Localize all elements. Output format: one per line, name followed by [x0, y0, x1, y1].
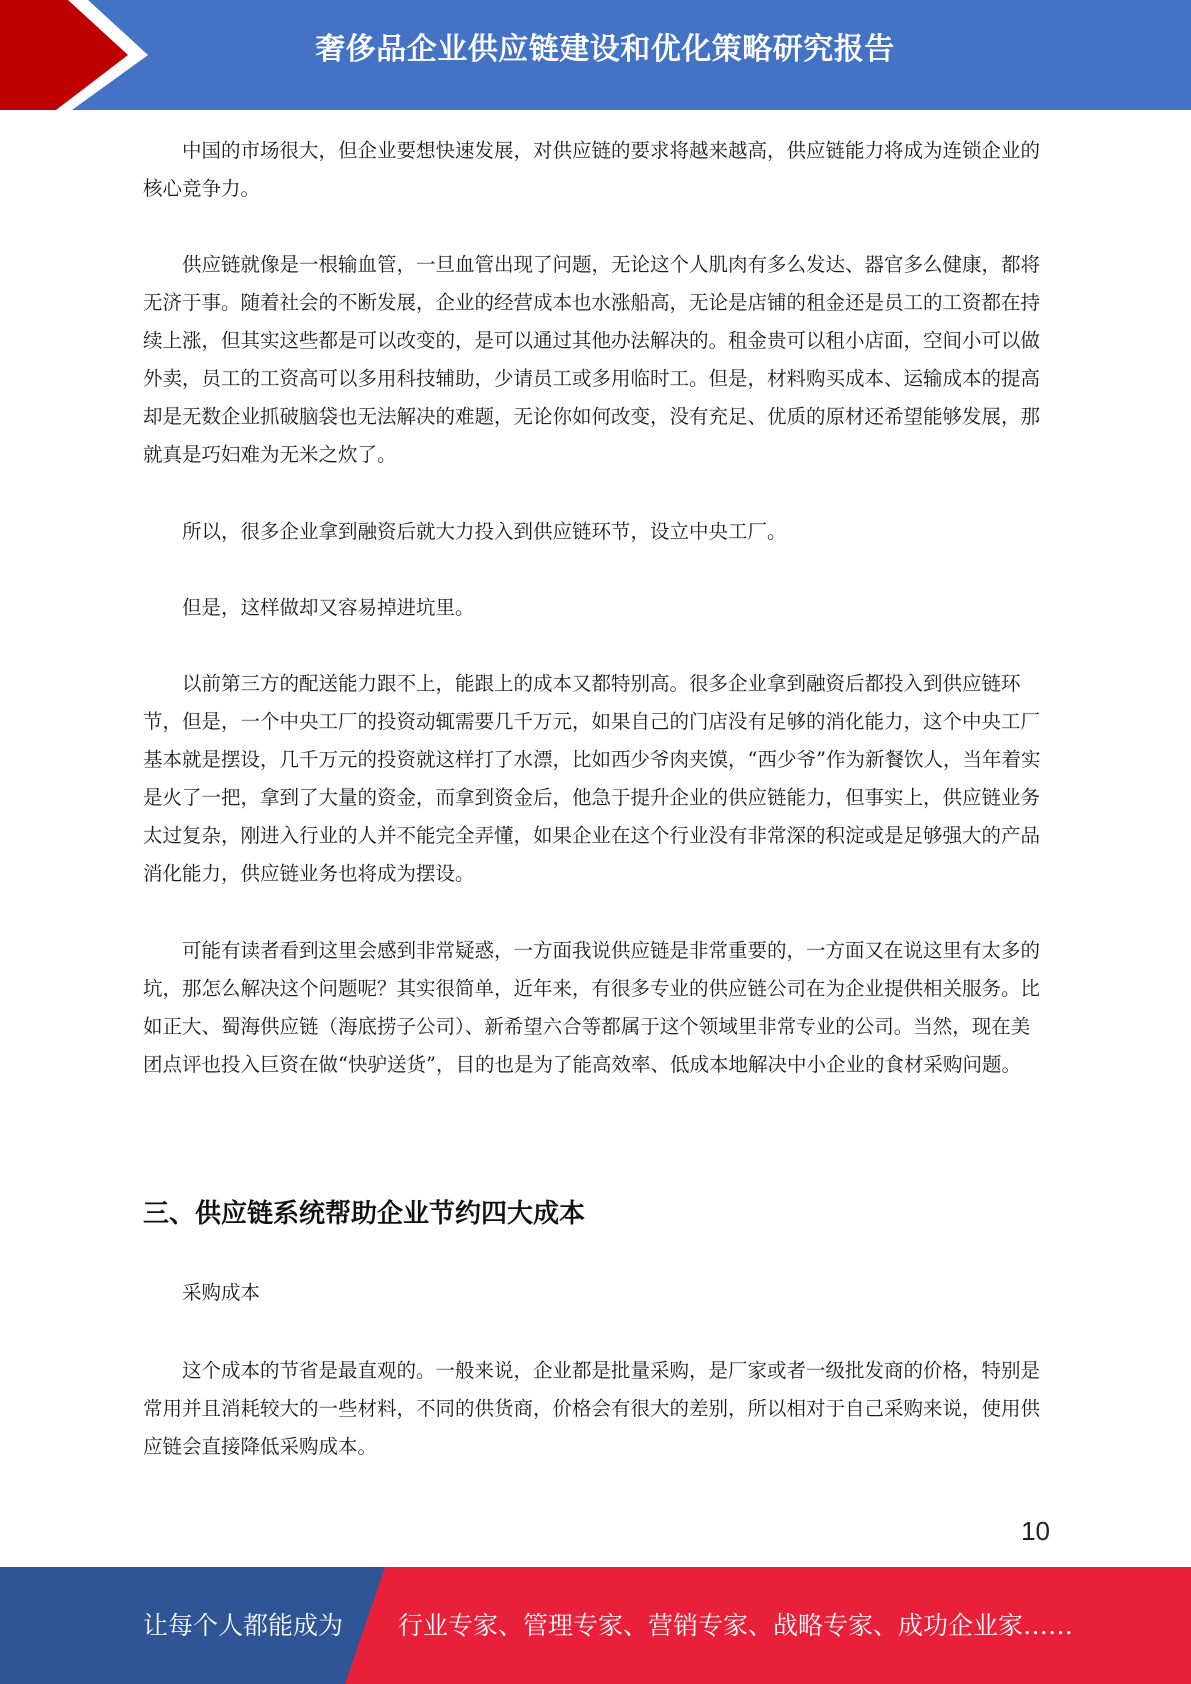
- page-number: 10: [1021, 1516, 1050, 1546]
- paragraph-4: 但是，这样做却又容易掉进坑里。: [182, 596, 475, 619]
- footer-slogan-left: 让每个人都能成为: [143, 1611, 344, 1640]
- paragraph-6: 可能有读者看到这里会感到非常疑惑，一方面我说供应链是非常重要的，一方面又在说这里有太多的坑，那怎么解决这个问题呢？其实很简单，近年来，有很多专业的供应链公司在为企业提供相关服务。比如正大、蜀海供应链（海底捞子公司）、新希望六合等都属于这个领域里非常专业的公司。当然，现在美团点评也投入巨资在做“快驴送货”，目的也是为了能高效率、低成本地解决中小企业的食材采购问题。: [143, 939, 1041, 1076]
- paragraph-2: 供应链就像是一根输血管，一旦血管出现了问题，无论这个人肌肉有多么发达、器官多么健康，都将无济于事。随着社会的不断发展，企业的经营成本也水涨船高，无论是店铺的租金还是员工的工资都在持续上涨，但其实这些都是可以改变的，是可以通过其他办法解决的。租金贵可以租小店面，空间小可以做外卖，员工的工资高可以多用科技辅助，少请员工或多用临时工。但是，材料购买成本、运输成本的提高却是无数企业抓破脑袋也无法解决的难题，无论你如何改变，没有充足、优质的原材还希望能够发展，那就真是巧妇难为无米之炊了。: [143, 253, 1041, 466]
- page-header: [0, 0, 1191, 110]
- page-footer: [0, 1567, 1191, 1684]
- paragraph-7: 这个成本的节省是最直观的。一般来说，企业都是批量采购，是厂家或者一级批发商的价格，特别是常用并且消耗较大的一些材料，不同的供货商，价格会有很大的差别，所以相对于自己采购来说，使用供应链会直接降低采购成本。: [143, 1359, 1041, 1458]
- paragraph-5: 以前第三方的配送能力跟不上，能跟上的成本又都特别高。很多企业拿到融资后都投入到供应链环节，但是，一个中央工厂的投资动辄需要几千万元，如果自己的门店没有足够的消化能力，这个中央工厂基本就是摆设，几千万元的投资就这样打了水漂，比如西少爷肉夹馍，“西少爷”作为新餐饮人，当年着实是火了一把，拿到了大量的资金，而拿到资金后，他急于提升企业的供应链能力，但事实上，供应链业务太过复杂，刚进入行业的人并不能完全弄懂，如果企业在这个行业没有非常深的积淀或是足够强大的产品消化能力，供应链业务也将成为摆设。: [143, 672, 1041, 885]
- sub-heading: 采购成本: [182, 1281, 261, 1304]
- document-title: 奢侈品企业供应链建设和优化策略研究报告: [315, 32, 895, 67]
- paragraph-3: 所以，很多企业拿到融资后就大力投入到供应链环节，设立中央工厂。: [182, 520, 787, 543]
- footer-slogan-right: 行业专家、管理专家、营销专家、战略专家、成功企业家……: [398, 1611, 1074, 1640]
- paragraph-1: 中国的市场很大，但企业要想快速发展，对供应链的要求将越来越高，供应链能力将成为连锁企业的核心竞争力。: [143, 139, 1041, 200]
- section-heading: 三、供应链系统帮助企业节约四大成本: [143, 1199, 586, 1229]
